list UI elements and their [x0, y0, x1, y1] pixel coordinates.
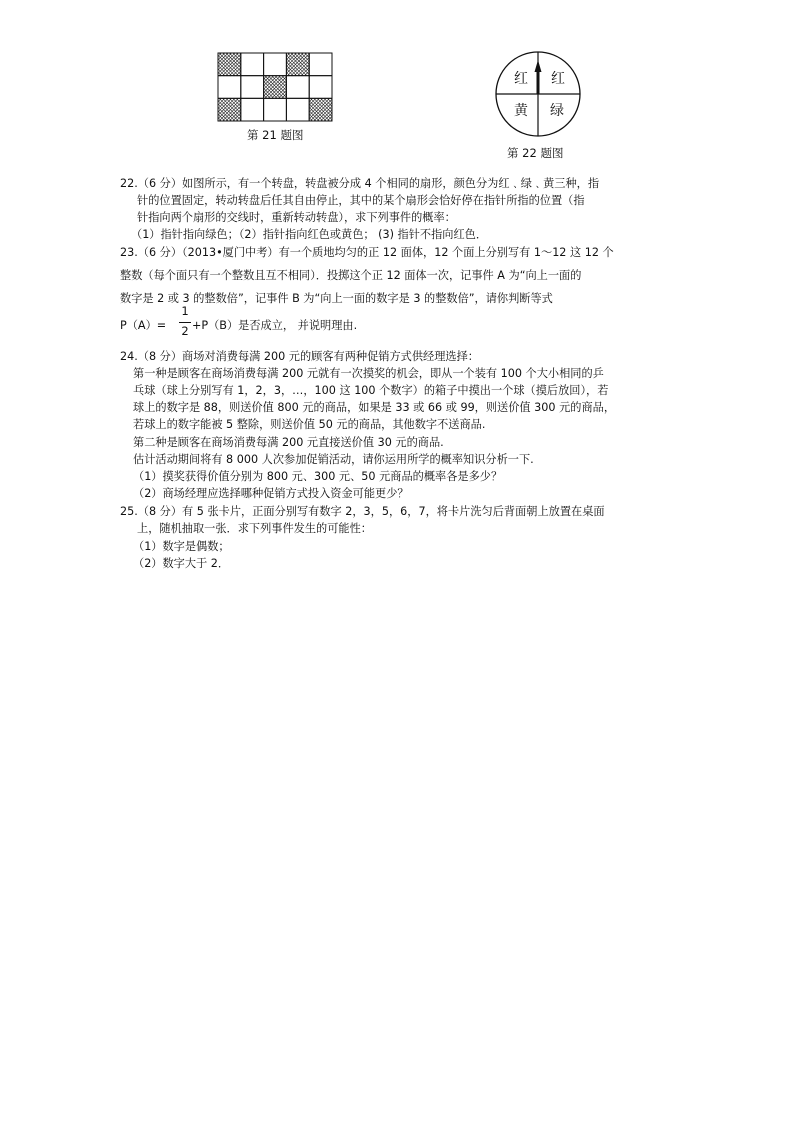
grid-cell [241, 76, 264, 99]
grid-cell [309, 76, 332, 99]
sector-bottom-left-label: 黄 [514, 103, 528, 119]
q24-line-3: 乓球（球上分别写有 1，2，3，…，100 这 100 个数字）的箱子中摸出一个球（摸后放回），若 [133, 384, 609, 397]
q22-line-2: 针的位置固定，转动转盘后任其自由停止，其中的某个扇形会恰好停在指针所指的位置（指 [137, 194, 585, 207]
grid-cell [264, 53, 287, 76]
cross-hatch [217, 98, 286, 121]
q24-line-6: 第二种是顾客在商场消费每满 200 元直接送价值 30 元的商品. [133, 436, 444, 449]
q25-line-4: （2）数字大于 2． [133, 557, 230, 570]
figure-21-caption: 第 21 题图 [247, 128, 304, 142]
q23-line-3: 数字是 2 或 3 的整数倍”，记事件 B 为“向上一面的数字是 3 的整数倍”，请你判断等式 [120, 292, 553, 305]
grid-cell [264, 98, 287, 121]
q25-line-3: （1）数字是偶数； [133, 540, 230, 553]
q23-line-2: 整数（每个面只有一个整数且互不相同）．投掷这个正 12 面体一次，记事件 A 为“向上一面的 [120, 269, 582, 282]
q25-line-1: 25.（8 分）有 5 张卡片，正面分别写有数字 2，3，5，6，7，将卡片洗匀后背面朝上放置在桌面 [120, 505, 605, 518]
q22-line-4: （1）指针指向绿色；（2）指针指向红色或黄色； (3) 指针不指向红色． [131, 228, 488, 241]
grid-cell [218, 76, 241, 99]
q24-line-8: （1）摸奖获得价值分别为 800 元、300 元、50 元商品的概率各是多少？ [133, 470, 503, 483]
cross-hatch [217, 53, 286, 76]
figure-22-caption: 第 22 题图 [507, 146, 564, 160]
grid-cell [241, 53, 264, 76]
grid-cell [286, 98, 309, 121]
fraction-denominator: 2 [181, 324, 189, 338]
figure-21 [217, 52, 333, 122]
q24-line-2: 第一种是顾客在商场消费每满 200 元就有一次摸奖的机会，即从一个装有 100 个大小相同的乒 [133, 367, 604, 380]
grid-cell [309, 53, 332, 76]
sector-bottom-right-label: 绿 [550, 103, 564, 119]
q22-line-3: 针指向两个扇形的交线时，重新转动转盘），求下列事件的概率： [137, 211, 456, 224]
q23-equation-left: P（A）= [120, 319, 167, 332]
q24-line-9: （2）商场经理应选择哪种促销方式投入资金可能更少？ [133, 487, 409, 500]
cross-hatch [264, 53, 333, 76]
q25-line-2: 上，随机抽取一张．求下列事件发生的可能性： [137, 522, 372, 535]
grid-figure [217, 52, 333, 122]
sector-top-right-label: 红 [551, 71, 565, 87]
fraction-numerator: 1 [181, 304, 189, 318]
q23-equation-right: +P（B）是否成立， 并说明理由. [192, 319, 358, 332]
sector-top-left-label: 红 [514, 71, 528, 87]
grid-cell [241, 98, 264, 121]
grid-cell [286, 76, 309, 99]
q22-line-1: 22.（6 分）如图所示，有一个转盘，转盘被分成 4 个相同的扇形，颜色分为红﹑绿﹑黄三种，指 [120, 177, 600, 190]
figure-22 [494, 50, 582, 138]
q24-line-1: 24.（8 分）商场对消费每满 200 元的顾客有两种促销方式供经理选择： [120, 350, 479, 363]
spinner-figure [494, 50, 582, 138]
q24-line-4: 球上的数字是 88，则送价值 800 元的商品，如果是 33 或 66 或 99，则送价值 300 元的商品， [133, 401, 616, 414]
q24-line-7: 估计活动期间将有 8 000 人次参加促销活动，请你运用所学的概率知识分析一下. [133, 453, 534, 466]
cross-hatch [287, 98, 333, 121]
q24-line-5: 若球上的数字能被 5 整除，则送价值 50 元的商品，其他数字不送商品. [133, 418, 486, 431]
q23-line-1: 23.（6 分）（2013•厦门中考）有一个质地均匀的正 12 面体，12 个面上分别写有 1～12 这 12 个 [120, 246, 614, 259]
fraction-bar [179, 322, 191, 323]
